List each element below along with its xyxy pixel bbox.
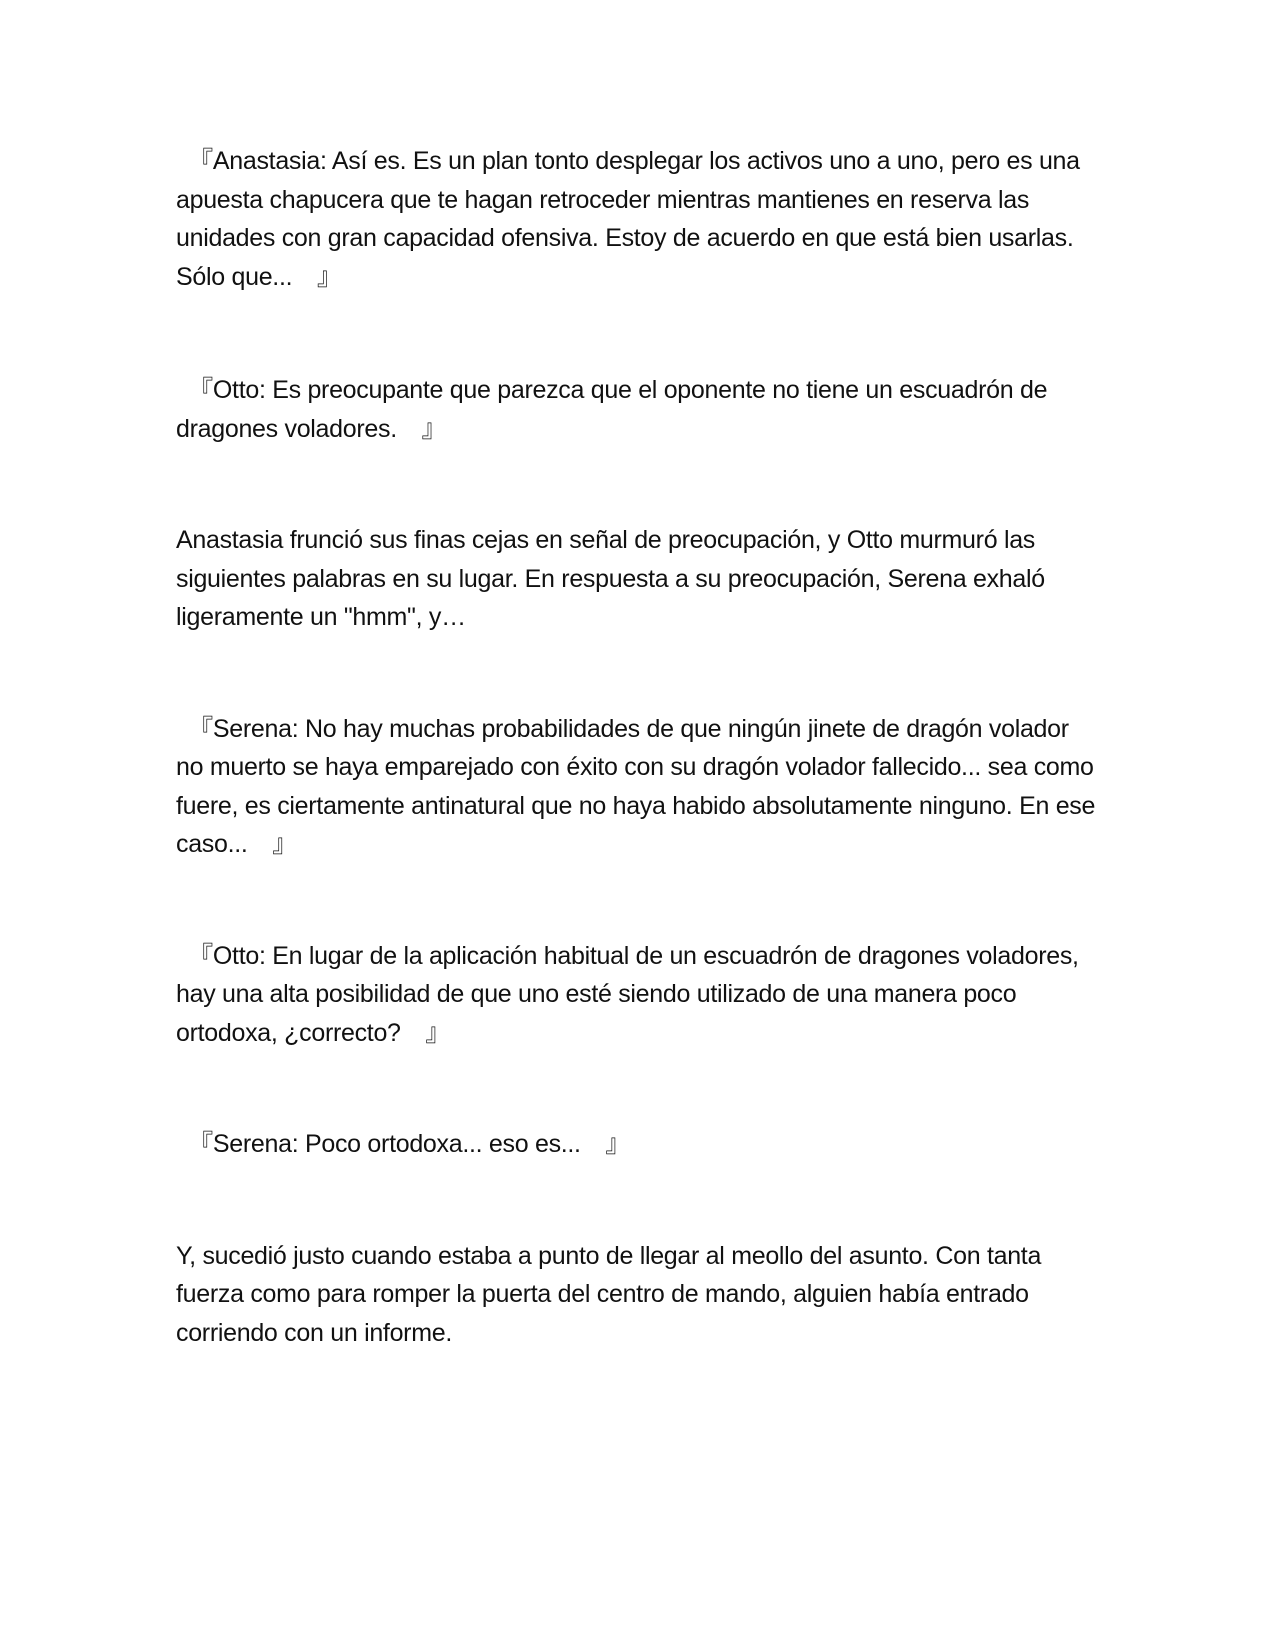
paragraph-narration: Anastasia frunció sus finas cejas en señal de preocupación, y Otto murmuró las siguientes palabras en su lugar. En respuesta a su preocupación, Serena exhaló ligeramente un "hmm", y… (176, 526, 1045, 631)
paragraph-serena-dialogue-2: 『Serena: Poco ortodoxa... eso es... 』 (176, 1130, 631, 1158)
paragraph-otto-dialogue: 『Otto: Es preocupante que parezca que el oponente no tiene un escuadrón de dragones voladores. 』 (176, 376, 1048, 443)
paragraph-otto-dialogue-2: 『Otto: En lugar de la aplicación habitual de un escuadrón de dragones voladores, hay una alta posibilidad de que uno esté siendo utilizado de una manera poco ortodoxa, ¿correcto? 』 (176, 941, 1079, 1047)
document-body (176, 142, 1096, 1352)
paragraph-serena-dialogue: 『Serena: No hay muchas probabilidades de que ningún jinete de dragón volador no muerto se haya emparejado con éxito con su dragón volador fallecido... sea como fuere, es ciertamente antinatural que no haya habido absolutamente ninguno. En ese caso... 』 (176, 714, 1096, 858)
paragraph-anastasia-dialogue: 『Anastasia: Así es. Es un plan tonto desplegar los activos uno a uno, pero es una apuesta chapucera que te hagan retroceder mientras mantienes en reserva las unidades con gran capacidad ofensiva. Estoy de acuerdo en que está bien usarlas. Sólo que... 』 (176, 147, 1080, 291)
paragraph-narration-2: Y, sucedió justo cuando estaba a punto de llegar al meollo del asunto. Con tanta fuerza como para romper la puerta del centro de mando, alguien había entrado corriendo con un informe. (176, 1241, 1042, 1347)
